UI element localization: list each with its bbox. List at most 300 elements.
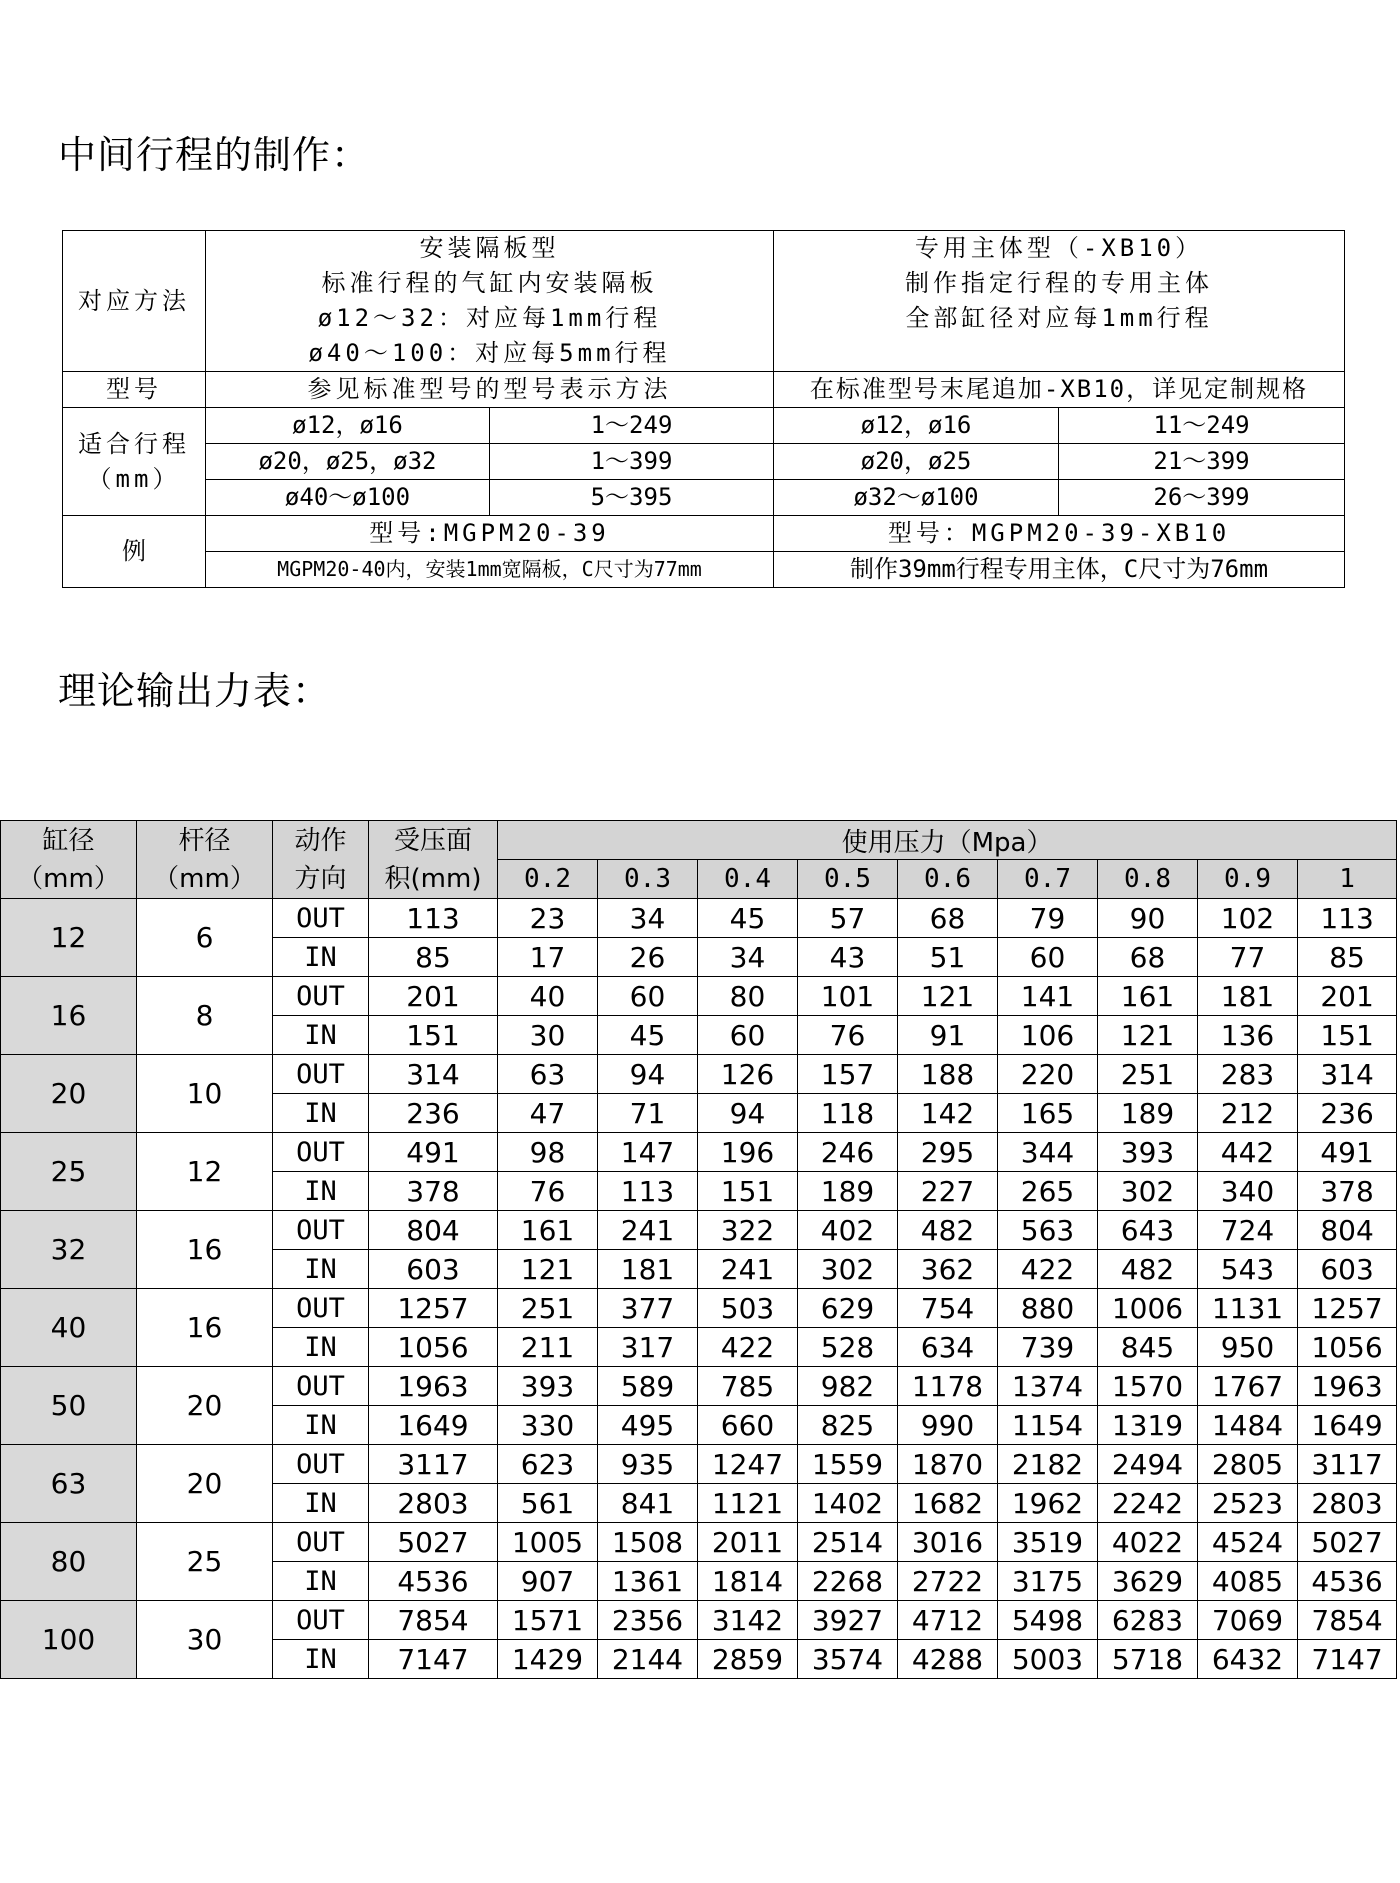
stroke-right-range: 26～399 (1059, 480, 1345, 516)
force-value-cell: 1247 (698, 1445, 798, 1484)
rod-cell: 10 (137, 1055, 273, 1133)
header-bore: 缸径 （mm） (1, 821, 137, 899)
table-row (1, 1601, 1397, 1640)
area-cell: 4536 (369, 1562, 498, 1601)
header-area: 受压面 积(mm) (369, 821, 498, 899)
force-value-cell: 17 (498, 938, 598, 977)
force-value-cell: 3927 (798, 1601, 898, 1640)
force-value-cell: 1484 (1198, 1406, 1298, 1445)
area-cell: 1257 (369, 1289, 498, 1328)
stroke-left-bore: ø12，ø16 (206, 408, 490, 444)
area-cell: 491 (369, 1133, 498, 1172)
force-value-cell: 157 (798, 1055, 898, 1094)
area-cell: 201 (369, 977, 498, 1016)
force-value-cell: 4536 (1298, 1562, 1397, 1601)
force-value-cell: 1649 (1298, 1406, 1397, 1445)
intermediate-stroke-table (62, 230, 1345, 588)
direction-cell: IN (273, 1250, 369, 1289)
force-value-cell: 589 (598, 1367, 698, 1406)
force-value-cell: 825 (798, 1406, 898, 1445)
force-value-cell: 503 (698, 1289, 798, 1328)
force-value-cell: 1319 (1098, 1406, 1198, 1445)
example-left-model: 型号:MGPM20-39 (206, 516, 774, 552)
direction-cell: IN (273, 938, 369, 977)
bore-cell: 12 (1, 899, 137, 977)
force-value-cell: 181 (1198, 977, 1298, 1016)
direction-cell: OUT (273, 1523, 369, 1562)
force-value-cell: 161 (498, 1211, 598, 1250)
table-row (1, 1523, 1397, 1562)
force-value-cell: 322 (698, 1211, 798, 1250)
table-row (1, 899, 1397, 938)
header-pressure-value: 0.5 (798, 860, 898, 899)
force-value-cell: 2523 (1198, 1484, 1298, 1523)
force-value-cell: 251 (1098, 1055, 1198, 1094)
force-value-cell: 603 (1298, 1250, 1397, 1289)
force-value-cell: 1962 (998, 1484, 1098, 1523)
force-value-cell: 2805 (1198, 1445, 1298, 1484)
rod-cell: 8 (137, 977, 273, 1055)
force-value-cell: 136 (1198, 1016, 1298, 1055)
area-cell: 378 (369, 1172, 498, 1211)
force-value-cell: 2859 (698, 1640, 798, 1679)
force-value-cell: 3574 (798, 1640, 898, 1679)
force-value-cell: 422 (998, 1250, 1098, 1289)
direction-cell: OUT (273, 1367, 369, 1406)
direction-cell: OUT (273, 899, 369, 938)
force-value-cell: 482 (898, 1211, 998, 1250)
force-value-cell: 4712 (898, 1601, 998, 1640)
area-cell: 1056 (369, 1328, 498, 1367)
force-value-cell: 113 (598, 1172, 698, 1211)
force-value-cell: 3117 (1298, 1445, 1397, 1484)
force-value-cell: 422 (698, 1328, 798, 1367)
force-value-cell: 1056 (1298, 1328, 1397, 1367)
stroke-right-bore: ø12，ø16 (774, 408, 1059, 444)
force-value-cell: 785 (698, 1367, 798, 1406)
force-value-cell: 121 (1098, 1016, 1198, 1055)
force-value-cell: 1767 (1198, 1367, 1298, 1406)
force-value-cell: 189 (1098, 1094, 1198, 1133)
direction-cell: OUT (273, 977, 369, 1016)
rod-cell: 20 (137, 1367, 273, 1445)
force-value-cell: 161 (1098, 977, 1198, 1016)
force-value-cell: 982 (798, 1367, 898, 1406)
area-cell: 1649 (369, 1406, 498, 1445)
bore-cell: 63 (1, 1445, 137, 1523)
force-value-cell: 71 (598, 1094, 698, 1133)
force-value-cell: 739 (998, 1328, 1098, 1367)
area-cell: 5027 (369, 1523, 498, 1562)
force-value-cell: 43 (798, 938, 898, 977)
direction-cell: IN (273, 1094, 369, 1133)
force-value-cell: 6283 (1098, 1601, 1198, 1640)
header-pressure-value: 0.2 (498, 860, 598, 899)
rod-cell: 12 (137, 1133, 273, 1211)
force-value-cell: 2144 (598, 1640, 698, 1679)
direction-cell: OUT (273, 1289, 369, 1328)
stroke-row (63, 408, 1345, 444)
table-row (1, 1445, 1397, 1484)
force-value-cell: 189 (798, 1172, 898, 1211)
stroke-right-bore: ø20，ø25 (774, 444, 1059, 480)
force-value-cell: 63 (498, 1055, 598, 1094)
bore-cell: 25 (1, 1133, 137, 1211)
force-value-cell: 2514 (798, 1523, 898, 1562)
area-cell: 2803 (369, 1484, 498, 1523)
rod-cell: 16 (137, 1289, 273, 1367)
header-pressure-value: 0.6 (898, 860, 998, 899)
dedicated-body-description: 专用主体型（-XB10） 制作指定行程的专用主体 全部缸径对应每1mm行程 (774, 231, 1345, 372)
force-value-cell: 265 (998, 1172, 1098, 1211)
force-value-cell: 1005 (498, 1523, 598, 1562)
header-rod: 杆径 （mm） (137, 821, 273, 899)
force-value-cell: 102 (1198, 899, 1298, 938)
force-value-cell: 188 (898, 1055, 998, 1094)
force-value-cell: 302 (1098, 1172, 1198, 1211)
force-value-cell: 1006 (1098, 1289, 1198, 1328)
force-value-cell: 1571 (498, 1601, 598, 1640)
force-value-cell: 5003 (998, 1640, 1098, 1679)
force-value-cell: 5498 (998, 1601, 1098, 1640)
direction-cell: OUT (273, 1445, 369, 1484)
model-right: 在标准型号末尾追加-XB10，详见定制规格 (774, 372, 1345, 408)
direction-cell: OUT (273, 1055, 369, 1094)
force-value-cell: 141 (998, 977, 1098, 1016)
header-pressure-value: 0.4 (698, 860, 798, 899)
header-pressure-value: 1 (1298, 860, 1397, 899)
force-value-cell: 3142 (698, 1601, 798, 1640)
force-value-cell: 7069 (1198, 1601, 1298, 1640)
area-cell: 85 (369, 938, 498, 977)
stroke-left-bore: ø40～ø100 (206, 480, 490, 516)
direction-cell: IN (273, 1328, 369, 1367)
force-value-cell: 561 (498, 1484, 598, 1523)
force-value-cell: 47 (498, 1094, 598, 1133)
direction-cell: IN (273, 1172, 369, 1211)
force-value-cell: 295 (898, 1133, 998, 1172)
force-value-cell: 4288 (898, 1640, 998, 1679)
force-value-cell: 121 (898, 977, 998, 1016)
force-value-cell: 147 (598, 1133, 698, 1172)
force-value-cell: 227 (898, 1172, 998, 1211)
force-value-cell: 660 (698, 1406, 798, 1445)
header-row (1, 821, 1397, 860)
force-value-cell: 98 (498, 1133, 598, 1172)
force-value-cell: 344 (998, 1133, 1098, 1172)
force-value-cell: 1429 (498, 1640, 598, 1679)
force-value-cell: 4085 (1198, 1562, 1298, 1601)
force-value-cell: 804 (1298, 1211, 1397, 1250)
force-value-cell: 7854 (1298, 1601, 1397, 1640)
force-value-cell: 79 (998, 899, 1098, 938)
force-value-cell: 30 (498, 1016, 598, 1055)
header-pressure-value: 0.3 (598, 860, 698, 899)
area-cell: 804 (369, 1211, 498, 1250)
force-value-cell: 1374 (998, 1367, 1098, 1406)
force-value-cell: 241 (598, 1211, 698, 1250)
model-left: 参见标准型号的型号表示方法 (206, 372, 774, 408)
force-value-cell: 220 (998, 1055, 1098, 1094)
force-value-cell: 907 (498, 1562, 598, 1601)
rod-cell: 25 (137, 1523, 273, 1601)
force-value-cell: 7147 (1298, 1640, 1397, 1679)
force-value-cell: 60 (698, 1016, 798, 1055)
force-value-cell: 1361 (598, 1562, 698, 1601)
model-label: 型号 (63, 372, 206, 408)
force-value-cell: 60 (998, 938, 1098, 977)
force-value-cell: 634 (898, 1328, 998, 1367)
stroke-left-range: 5～395 (490, 480, 774, 516)
table-row (1, 1133, 1397, 1172)
example-right-model: 型号：MGPM20-39-XB10 (774, 516, 1345, 552)
force-value-cell: 212 (1198, 1094, 1298, 1133)
force-value-cell: 1508 (598, 1523, 698, 1562)
force-value-cell: 2356 (598, 1601, 698, 1640)
force-value-cell: 68 (1098, 938, 1198, 977)
rod-cell: 16 (137, 1211, 273, 1289)
force-value-cell: 113 (1298, 899, 1397, 938)
force-value-cell: 724 (1198, 1211, 1298, 1250)
force-value-cell: 543 (1198, 1250, 1298, 1289)
force-value-cell: 2803 (1298, 1484, 1397, 1523)
area-cell: 314 (369, 1055, 498, 1094)
force-value-cell: 3629 (1098, 1562, 1198, 1601)
area-cell: 603 (369, 1250, 498, 1289)
example-label: 例 (63, 516, 206, 588)
area-cell: 236 (369, 1094, 498, 1133)
force-value-cell: 393 (1098, 1133, 1198, 1172)
force-value-cell: 181 (598, 1250, 698, 1289)
table-row (1, 1289, 1397, 1328)
force-value-cell: 106 (998, 1016, 1098, 1055)
direction-cell: OUT (273, 1133, 369, 1172)
force-value-cell: 317 (598, 1328, 698, 1367)
force-value-cell: 283 (1198, 1055, 1298, 1094)
force-value-cell: 2268 (798, 1562, 898, 1601)
force-value-cell: 196 (698, 1133, 798, 1172)
force-value-cell: 1682 (898, 1484, 998, 1523)
rod-cell: 6 (137, 899, 273, 977)
stroke-row (63, 480, 1345, 516)
force-value-cell: 6432 (1198, 1640, 1298, 1679)
direction-cell: IN (273, 1016, 369, 1055)
force-value-cell: 629 (798, 1289, 898, 1328)
stroke-left-range: 1～249 (490, 408, 774, 444)
table-row (1, 1367, 1397, 1406)
force-value-cell: 1131 (1198, 1289, 1298, 1328)
force-value-cell: 754 (898, 1289, 998, 1328)
example-desc-row (63, 552, 1345, 588)
area-cell: 1963 (369, 1367, 498, 1406)
force-value-cell: 482 (1098, 1250, 1198, 1289)
force-value-cell: 314 (1298, 1055, 1397, 1094)
stroke-right-bore: ø32～ø100 (774, 480, 1059, 516)
force-value-cell: 118 (798, 1094, 898, 1133)
force-value-cell: 85 (1298, 938, 1397, 977)
bore-cell: 80 (1, 1523, 137, 1601)
force-value-cell: 76 (498, 1172, 598, 1211)
force-value-cell: 528 (798, 1328, 898, 1367)
header-pressure-value: 0.9 (1198, 860, 1298, 899)
force-value-cell: 1963 (1298, 1367, 1397, 1406)
force-value-cell: 94 (598, 1055, 698, 1094)
force-value-cell: 841 (598, 1484, 698, 1523)
header-pressure-value: 0.8 (1098, 860, 1198, 899)
bore-cell: 16 (1, 977, 137, 1055)
force-value-cell: 377 (598, 1289, 698, 1328)
force-value-cell: 1178 (898, 1367, 998, 1406)
direction-cell: OUT (273, 1601, 369, 1640)
force-value-cell: 1570 (1098, 1367, 1198, 1406)
force-value-cell: 1154 (998, 1406, 1098, 1445)
area-cell: 3117 (369, 1445, 498, 1484)
force-value-cell: 3519 (998, 1523, 1098, 1562)
stroke-row (63, 444, 1345, 480)
force-value-cell: 4022 (1098, 1523, 1198, 1562)
example-row (63, 516, 1345, 552)
rod-cell: 30 (137, 1601, 273, 1679)
stroke-right-range: 21～399 (1059, 444, 1345, 480)
force-value-cell: 23 (498, 899, 598, 938)
force-value-cell: 302 (798, 1250, 898, 1289)
force-value-cell: 246 (798, 1133, 898, 1172)
example-left-desc: MGPM20-40内，安装1mm宽隔板，C尺寸为77mm (206, 552, 774, 588)
area-cell: 7854 (369, 1601, 498, 1640)
stroke-left-range: 1～399 (490, 444, 774, 480)
force-value-cell: 211 (498, 1328, 598, 1367)
force-value-cell: 935 (598, 1445, 698, 1484)
force-value-cell: 2182 (998, 1445, 1098, 1484)
force-value-cell: 26 (598, 938, 698, 977)
force-value-cell: 643 (1098, 1211, 1198, 1250)
area-cell: 151 (369, 1016, 498, 1055)
force-value-cell: 495 (598, 1406, 698, 1445)
force-value-cell: 251 (498, 1289, 598, 1328)
bore-cell: 40 (1, 1289, 137, 1367)
force-value-cell: 3016 (898, 1523, 998, 1562)
force-value-cell: 126 (698, 1055, 798, 1094)
stroke-left-bore: ø20，ø25，ø32 (206, 444, 490, 480)
stroke-right-range: 11～249 (1059, 408, 1345, 444)
direction-cell: OUT (273, 1211, 369, 1250)
force-value-cell: 950 (1198, 1328, 1298, 1367)
force-value-cell: 151 (1298, 1016, 1397, 1055)
force-value-cell: 990 (898, 1406, 998, 1445)
area-cell: 113 (369, 899, 498, 938)
force-value-cell: 1121 (698, 1484, 798, 1523)
table-row (1, 1211, 1397, 1250)
direction-cell: IN (273, 1562, 369, 1601)
direction-cell: IN (273, 1640, 369, 1679)
header-pressure-title: 使用压力（Mpa） (498, 821, 1397, 860)
bore-cell: 50 (1, 1367, 137, 1445)
section-title-output-force: 理论输出力表： (58, 669, 332, 713)
table-row (1, 1055, 1397, 1094)
force-value-cell: 94 (698, 1094, 798, 1133)
force-value-cell: 1257 (1298, 1289, 1397, 1328)
force-value-cell: 60 (598, 977, 698, 1016)
force-value-cell: 393 (498, 1367, 598, 1406)
bore-cell: 32 (1, 1211, 137, 1289)
force-value-cell: 563 (998, 1211, 1098, 1250)
force-value-cell: 3175 (998, 1562, 1098, 1601)
force-value-cell: 442 (1198, 1133, 1298, 1172)
force-value-cell: 142 (898, 1094, 998, 1133)
force-value-cell: 68 (898, 899, 998, 938)
force-value-cell: 623 (498, 1445, 598, 1484)
force-value-cell: 2242 (1098, 1484, 1198, 1523)
force-value-cell: 241 (698, 1250, 798, 1289)
area-cell: 7147 (369, 1640, 498, 1679)
force-value-cell: 40 (498, 977, 598, 1016)
force-value-cell: 5718 (1098, 1640, 1198, 1679)
force-value-cell: 45 (698, 899, 798, 938)
header-direction: 动作 方向 (273, 821, 369, 899)
force-value-cell: 101 (798, 977, 898, 1016)
force-value-cell: 845 (1098, 1328, 1198, 1367)
force-value-cell: 402 (798, 1211, 898, 1250)
force-value-cell: 1814 (698, 1562, 798, 1601)
force-value-cell: 2011 (698, 1523, 798, 1562)
direction-cell: IN (273, 1406, 369, 1445)
bore-cell: 20 (1, 1055, 137, 1133)
force-value-cell: 76 (798, 1016, 898, 1055)
example-right-desc: 制作39mm行程专用主体，C尺寸为76mm (774, 552, 1345, 588)
spacer-type-description: 安装隔板型 标准行程的气缸内安装隔板 ø12～32：对应每1mm行程 ø40～100：对应每5mm行程 (206, 231, 774, 372)
header-pressure-value: 0.7 (998, 860, 1098, 899)
force-value-cell: 330 (498, 1406, 598, 1445)
bore-cell: 100 (1, 1601, 137, 1679)
force-value-cell: 90 (1098, 899, 1198, 938)
force-value-cell: 340 (1198, 1172, 1298, 1211)
stroke-label: 适合行程 （mm） (63, 408, 206, 516)
force-value-cell: 1870 (898, 1445, 998, 1484)
force-value-cell: 34 (598, 899, 698, 938)
force-value-cell: 80 (698, 977, 798, 1016)
force-value-cell: 2722 (898, 1562, 998, 1601)
force-value-cell: 165 (998, 1094, 1098, 1133)
force-value-cell: 378 (1298, 1172, 1397, 1211)
force-value-cell: 491 (1298, 1133, 1397, 1172)
force-value-cell: 201 (1298, 977, 1397, 1016)
force-value-cell: 880 (998, 1289, 1098, 1328)
method-label: 对应方法 (63, 231, 206, 372)
theoretical-output-force-table (0, 820, 1397, 1679)
force-value-cell: 57 (798, 899, 898, 938)
force-value-cell: 1402 (798, 1484, 898, 1523)
rod-cell: 20 (137, 1445, 273, 1523)
table-row (1, 977, 1397, 1016)
force-value-cell: 1559 (798, 1445, 898, 1484)
force-value-cell: 2494 (1098, 1445, 1198, 1484)
force-value-cell: 4524 (1198, 1523, 1298, 1562)
force-value-cell: 91 (898, 1016, 998, 1055)
force-value-cell: 51 (898, 938, 998, 977)
force-value-cell: 5027 (1298, 1523, 1397, 1562)
force-value-cell: 77 (1198, 938, 1298, 977)
force-value-cell: 236 (1298, 1094, 1397, 1133)
direction-cell: IN (273, 1484, 369, 1523)
section-title-intermediate-stroke: 中间行程的制作： (58, 133, 371, 177)
force-value-cell: 151 (698, 1172, 798, 1211)
force-value-cell: 45 (598, 1016, 698, 1055)
method-row (63, 231, 1345, 372)
force-value-cell: 362 (898, 1250, 998, 1289)
model-row (63, 372, 1345, 408)
force-value-cell: 121 (498, 1250, 598, 1289)
force-value-cell: 34 (698, 938, 798, 977)
